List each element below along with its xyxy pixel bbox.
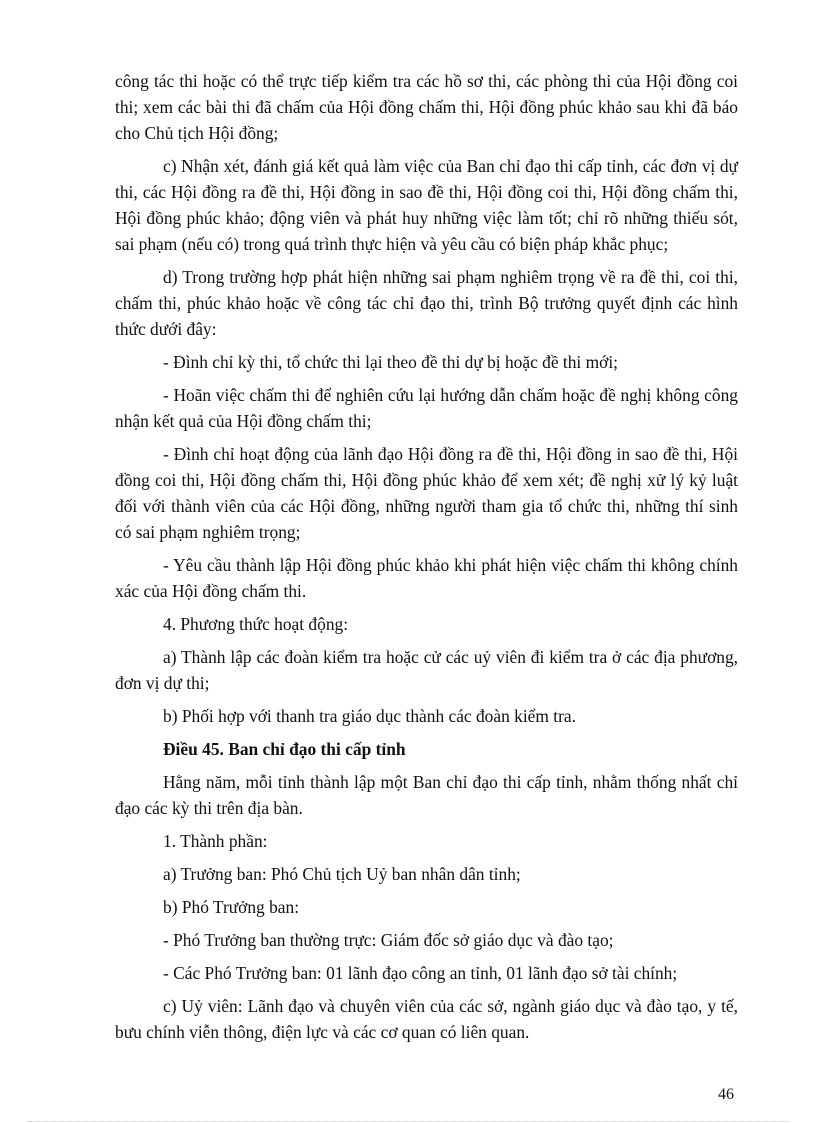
paragraph-continuation: công tác thi hoặc có thể trực tiếp kiểm tra các hồ sơ thi, các phòng thi của Hội đồng coi thi; xem các bài thi đã chấm của Hội đồng chấm thi, Hội đồng phúc khảo sau khi đã báo cho Chủ tịch Hội đồng; bbox=[115, 71, 738, 143]
bullet-standing-deputy: - Phó Trưởng ban thường trực: Giám đốc sở giáo dục và đào tạo; bbox=[163, 930, 614, 950]
paragraph-item-b-deputy: b) Phó Trưởng ban: bbox=[163, 897, 300, 917]
paragraph-item-d: d) Trong trường hợp phát hiện những sai phạm nghiêm trọng về ra đề thi, coi thi, chấm thi, phúc khảo hoặc về công tác chỉ đạo thi, trình Bộ trưởng quyết định các hình thức dưới đây: bbox=[115, 267, 738, 339]
paragraph-item-b-coordination: b) Phối hợp với thanh tra giáo dục thành các đoàn kiểm tra. bbox=[163, 706, 576, 726]
article-heading: Điều 45. Ban chỉ đạo thi cấp tỉnh bbox=[163, 739, 406, 759]
section-operation-method: 4. Phương thức hoạt động: bbox=[163, 614, 349, 634]
bullet-postpone-grading: - Hoãn việc chấm thi để nghiên cứu lại hướng dẫn chấm hoặc đề nghị không công nhận kết quả của Hội đồng chấm thi; bbox=[115, 385, 738, 431]
article-intro: Hằng năm, mỗi tỉnh thành lập một Ban chỉ đạo thi cấp tỉnh, nhằm thống nhất chỉ đạo các kỳ thi trên địa bàn. bbox=[115, 772, 738, 818]
paragraph-item-a-inspection: a) Thành lập các đoàn kiểm tra hoặc cử các uỷ viên đi kiểm tra ở các địa phương, đơn vị dự thi; bbox=[115, 647, 738, 693]
paragraph-item-a-head: a) Trưởng ban: Phó Chủ tịch Uỷ ban nhân dân tỉnh; bbox=[163, 864, 521, 884]
section-composition: 1. Thành phần: bbox=[163, 831, 268, 851]
page-number: 46 bbox=[718, 1086, 734, 1103]
bullet-review-council: - Yêu cầu thành lập Hội đồng phúc khảo khi phát hiện việc chấm thi không chính xác của Hội đồng chấm thi. bbox=[115, 555, 738, 601]
paragraph-item-c: c) Nhận xét, đánh giá kết quả làm việc của Ban chỉ đạo thi cấp tỉnh, các đơn vị dự thi, các Hội đồng ra đề thi, Hội đồng in sao đề thi, Hội đồng coi thi, Hội đồng chấm thi, Hội đồng phúc khảo; động viên và phát huy những việc làm tốt; chỉ rõ những thiếu sót, sai phạm (nếu có) trong quá trình thực hiện và yêu cầu có biện pháp khắc phục; bbox=[115, 156, 738, 254]
document-page bbox=[115, 68, 738, 1045]
paragraph-item-c-members: c) Uỷ viên: Lãnh đạo và chuyên viên của các sở, ngành giáo dục và đào tạo, y tế, bưu chính viễn thông, điện lực và các cơ quan có liên quan. bbox=[115, 996, 738, 1042]
bullet-suspend-leadership: - Đình chỉ hoạt động của lãnh đạo Hội đồng ra đề thi, Hội đồng in sao đề thi, Hội đồng coi thi, Hội đồng chấm thi, Hội đồng phúc khảo để xem xét; đề nghị xử lý kỷ luật đối với thành viên của các Hội đồng, những người tham gia tổ chức thi, những thí sinh có sai phạm nghiêm trọng; bbox=[115, 444, 738, 542]
footer-divider bbox=[28, 1121, 788, 1122]
bullet-suspend-exam: - Đình chỉ kỳ thi, tổ chức thi lại theo đề thi dự bị hoặc đề thi mới; bbox=[163, 352, 619, 372]
bullet-other-deputies: - Các Phó Trưởng ban: 01 lãnh đạo công an tỉnh, 01 lãnh đạo sở tài chính; bbox=[163, 963, 678, 983]
